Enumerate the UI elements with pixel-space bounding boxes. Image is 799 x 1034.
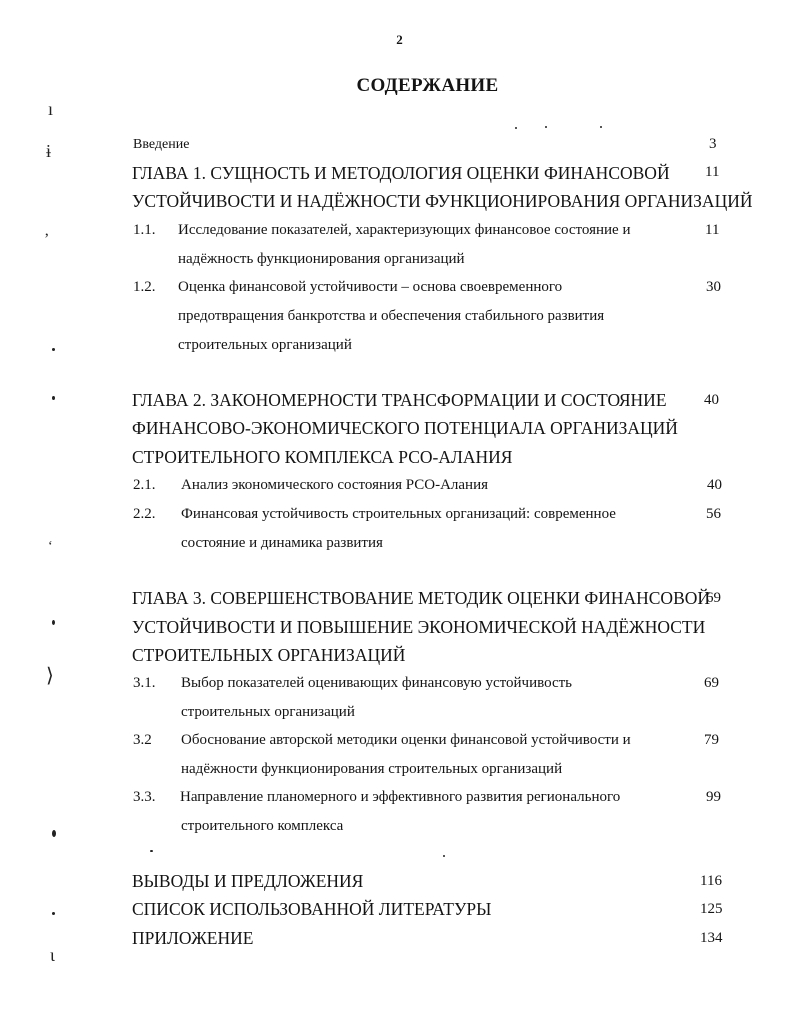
toc-2-2-line2: состояние и динамика развития [181, 535, 383, 551]
toc-3-1-line2: строительных организаций [181, 704, 355, 720]
toc-2-2-page: 56 [706, 506, 721, 522]
toc-2-1-number: 2.1. [133, 477, 156, 493]
toc-references-label: СПИСОК ИСПОЛЬЗОВАННОЙ ЛИТЕРАТУРЫ [132, 899, 492, 919]
toc-1-1-line1: Исследование показателей, характеризующих финансовое состояние и [178, 222, 631, 238]
scan-mark: ı [48, 99, 54, 119]
toc-1-2-number: 1.2. [133, 279, 156, 295]
scan-speck [515, 127, 517, 129]
page-number: 2 [396, 32, 403, 47]
toc-3-3-page: 99 [706, 789, 721, 805]
toc-3-3-number: 3.3. [133, 789, 156, 805]
toc-ch1-line1: ГЛАВА 1. СУЩНОСТЬ И МЕТОДОЛОГИЯ ОЦЕНКИ ФИНАНСОВОЙ [132, 163, 670, 183]
toc-1-1-number: 1.1. [133, 222, 156, 238]
toc-ch2-line2: ФИНАНСОВО-ЭКОНОМИЧЕСКОГО ПОТЕНЦИАЛА ОРГАНИЗАЦИЙ [132, 418, 678, 438]
toc-1-2-page: 30 [706, 279, 721, 295]
scan-mark: ⟩ [46, 665, 54, 687]
toc-ch3-line1: ГЛАВА 3. СОВЕРШЕНСТВОВАНИЕ МЕТОДИК ОЦЕНКИ ФИНАНСОВОЙ [132, 588, 711, 608]
toc-2-1-line1: Анализ экономического состояния РСО-Алания [181, 477, 489, 493]
toc-ch3-line3: СТРОИТЕЛЬНЫХ ОРГАНИЗАЦИЙ [132, 645, 406, 665]
toc-ch3-page: 69 [706, 590, 721, 606]
toc-ch2-page: 40 [704, 392, 719, 408]
scan-speck [600, 126, 602, 128]
scan-speck [545, 126, 547, 128]
toc-3-1-page: 69 [704, 675, 719, 691]
toc-3-1-line1: Выбор показателей оценивающих финансовую устойчивость [181, 675, 573, 691]
toc-3-2-page: 79 [704, 732, 719, 748]
toc-1-2-line3: строительных организаций [178, 337, 352, 353]
toc-ch1-page: 11 [705, 164, 720, 180]
toc-ch2-line1: ГЛАВА 2. ЗАКОНОМЕРНОСТИ ТРАНСФОРМАЦИИ И СОСТОЯНИЕ [132, 390, 667, 410]
toc-1-2-line1: Оценка финансовой устойчивости – основа своевременного [178, 279, 563, 295]
toc-ch1-line2: УСТОЙЧИВОСТИ И НАДЁЖНОСТИ ФУНКЦИОНИРОВАНИЯ ОРГАНИЗАЦИЙ [132, 191, 753, 211]
scan-speck [52, 348, 55, 351]
scan-speck [52, 830, 56, 837]
toc-appendix-page: 134 [700, 930, 723, 946]
toc-3-2-line1: Обоснование авторской методики оценки финансовой устойчивости и [181, 732, 631, 748]
toc-3-2-number: 3.2 [133, 732, 152, 748]
scan-mark: ʻ [48, 539, 53, 554]
toc-conclusions-page: 116 [700, 873, 722, 889]
toc-references-page: 125 [700, 901, 723, 917]
scan-speck [52, 396, 55, 400]
toc-conclusions-label: ВЫВОДЫ И ПРЕДЛОЖЕНИЯ [132, 871, 364, 891]
toc-3-3-line2: строительного комплекса [181, 818, 344, 834]
toc-1-1-line2: надёжность функционирования организаций [178, 251, 465, 267]
toc-2-2-number: 2.2. [133, 506, 156, 522]
toc-1-2-line2: предотвращения банкротства и обеспечения стабильного развития [178, 308, 605, 324]
toc-3-3-line1: Направление планомерного и эффективного развития регионального [180, 789, 621, 805]
toc-1-1-page: 11 [705, 222, 720, 238]
scan-speck [52, 912, 55, 915]
toc-3-2-line2: надёжности функционирования строительных организаций [181, 761, 563, 777]
scan-speck [150, 850, 153, 852]
scan-speck [52, 620, 55, 625]
scan-mark: ɩ [50, 945, 55, 965]
toc-ch2-line3: СТРОИТЕЛЬНОГО КОМПЛЕКСА РСО-АЛАНИЯ [132, 447, 513, 467]
toc-ch3-line2: УСТОЙЧИВОСТИ И ПОВЫШЕНИЕ ЭКОНОМИЧЕСКОЙ НАДЁЖНОСТИ [132, 617, 706, 637]
toc-intro-page: 3 [709, 136, 717, 152]
page-title: СОДЕРЖАНИЕ [356, 75, 499, 96]
scan-mark: ɨ [46, 141, 52, 161]
scan-speck [443, 855, 445, 857]
toc-intro-label: Введение [133, 137, 190, 152]
toc-2-2-line1: Финансовая устойчивость строительных организаций: современное [181, 506, 616, 522]
toc-2-1-page: 40 [707, 477, 722, 493]
toc-3-1-number: 3.1. [133, 675, 156, 691]
scan-mark: ʼ [44, 231, 50, 248]
toc-appendix-label: ПРИЛОЖЕНИЕ [132, 928, 254, 948]
